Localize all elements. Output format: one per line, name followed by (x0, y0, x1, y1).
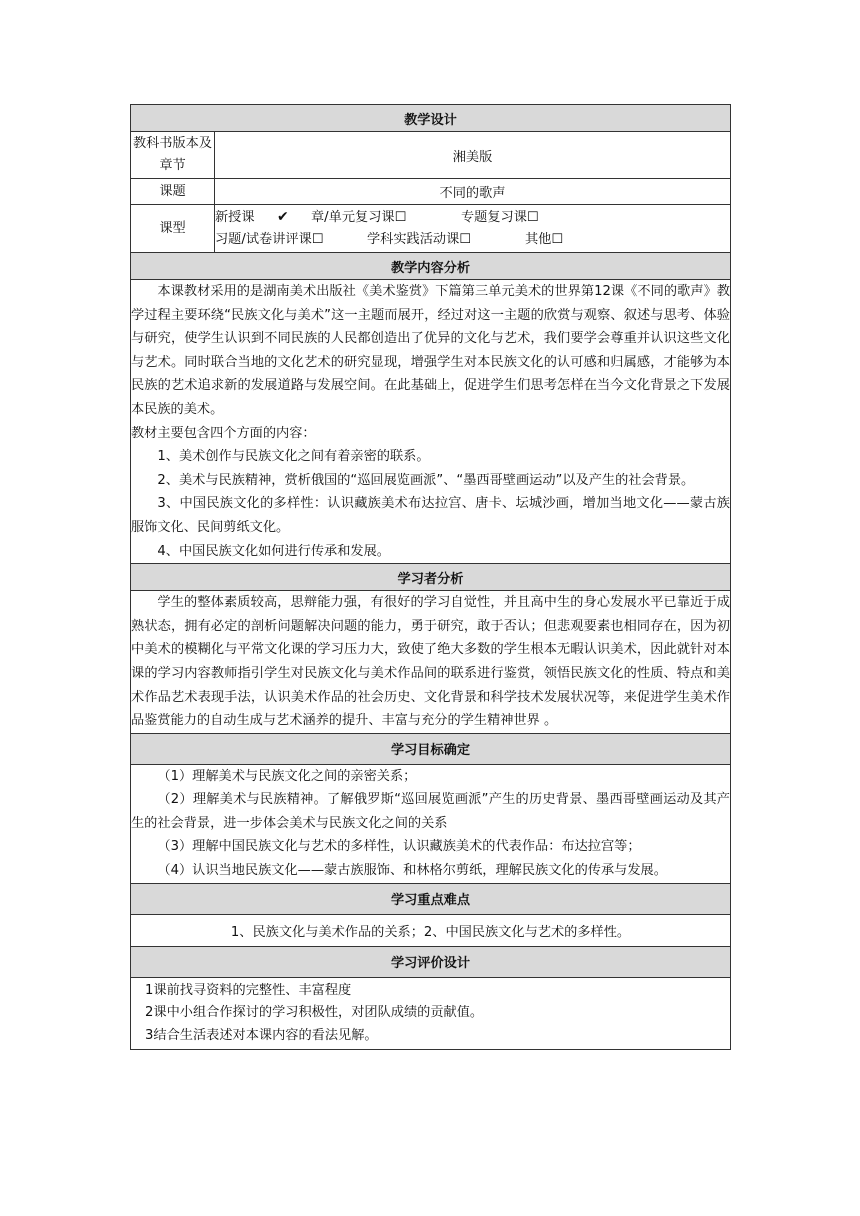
content-item-3: 3、中国民族文化的多样性：认识藏族美术布达拉宫、唐卡、坛城沙画，增加当地文化——蒙古族服饰文化、民间剪纸文化。 (131, 496, 730, 535)
evaluation-item-3: 3结合生活表述对本课内容的看法见解。 (145, 1027, 378, 1043)
content-item-4: 4、中国民族文化如何进行传承和发展。 (157, 543, 390, 559)
course-type-exam-review: 习题/试卷讲评课☐ (215, 232, 324, 247)
course-type-new: 新授课 (215, 210, 255, 225)
objective-1: （1）理解美术与民族文化之间的亲密关系； (157, 768, 417, 784)
content-analysis-body (131, 280, 731, 564)
textbook-label (131, 132, 215, 179)
course-type-topic-review: 专题复习课☐ (461, 210, 539, 225)
checkmark-icon: ✔ (277, 209, 289, 225)
objectives-body (131, 764, 731, 883)
objective-4: （4）认识当地民族文化——蒙古族服饰、和林格尔剪纸，理解民族文化的传承与发展。 (157, 863, 667, 879)
evaluation-item-2: 2课中小组合作探讨的学习积极性，对团队成绩的贡献值。 (145, 1005, 484, 1021)
teaching-design-table (130, 104, 731, 1050)
key-points-text: 1、民族文化与美术作品的关系；2、中国民族文化与艺术的多样性。 (131, 914, 731, 946)
evaluation-item-1: 1课前找寻资料的完整性、丰富程度 (145, 982, 352, 998)
course-type-other: 其他☐ (525, 232, 564, 247)
objective-3: （3）理解中国民族文化与艺术的多样性，认识藏族美术的代表作品：布达拉宫等； (157, 839, 641, 855)
topic-value: 不同的歌声 (215, 179, 731, 205)
content-analysis-paragraph: 本课教材采用的是湖南美术出版社《美术鉴赏》下篇第三单元美术的世界第12课《不同的歌声》教学过程主要环绕“民族文化与美术”这一主题而展开，经过对这一主题的欣赏与观察、叙述与思考、体验与研究，使学生认识到不同民族的人民都创造出了优异的文化与艺术，我们要学会尊重并认识这些文化与艺术。同时联合当地的文化艺术的研究显现，增强学生对本民族文化的认可感和归属感，才能够为本民族的艺术追求新的发展道路与发展空间。在此基础上，促进学生们思考怎样在当今文化背景之下发展本民族的美术。 (131, 284, 730, 417)
course-type-row1 (215, 206, 730, 229)
content-analysis-header: 教学内容分析 (131, 253, 731, 280)
evaluation-header: 学习评价设计 (131, 946, 731, 977)
learner-analysis-text: 学生的整体素质较高，思辩能力强，有很好的学习自觉性，并且高中生的身心发展水平已靠近于成熟状态，拥有必定的剖析问题解决问题的能力，勇于研究，敢于否认；但悲观要素也相同存在，因为初中美术的模糊化与平常文化课的学习压力大，致使了绝大多数的学生根本无暇认识美术，因此就针对本课的学习内容教师指引学生对民族文化与美术作品间的联系进行鉴赏，领悟民族文化的性质、特点和美术作品艺术表现手法，认识美术作品的社会历史、文化背景和科学技术发展状况等，来促进学生美术作品鉴赏能力的自动生成与艺术涵养的提升、丰富与充分的学生精神世界 。 (131, 595, 730, 729)
course-type-row2 (215, 229, 730, 251)
course-type-unit-review: 章/单元复习课☐ (311, 210, 407, 225)
objective-2: （2）理解美术与民族精神。了解俄罗斯“巡回展览画派”产生的历史背景、墨西哥壁画运动及其产生的社会背景，进一步体会美术与民族文化之间的关系 (131, 792, 730, 831)
topic-label: 课题 (131, 179, 215, 205)
learner-analysis-body (131, 591, 731, 734)
key-points-header: 学习重点难点 (131, 883, 731, 914)
objectives-header: 学习目标确定 (131, 733, 731, 764)
course-type-options (215, 205, 731, 253)
content-item-2: 2、美术与民族精神，赏析俄国的“巡回展览画派”、“墨西哥壁画运动”以及产生的社会背景。 (157, 472, 695, 488)
course-type-label: 课型 (131, 205, 215, 253)
textbook-value: 湘美版 (215, 132, 731, 179)
content-analysis-intro: 教材主要包含四个方面的内容： (131, 425, 316, 441)
textbook-label-line1: 教科书版本及 (132, 136, 213, 151)
content-item-1: 1、美术创作与民族文化之间有着亲密的联系。 (157, 449, 430, 465)
course-type-practice: 学科实践活动课☐ (367, 232, 472, 247)
table-title: 教学设计 (131, 105, 731, 132)
learner-analysis-header: 学习者分析 (131, 564, 731, 591)
evaluation-body (131, 977, 731, 1050)
textbook-label-line2: 章节 (159, 158, 186, 173)
